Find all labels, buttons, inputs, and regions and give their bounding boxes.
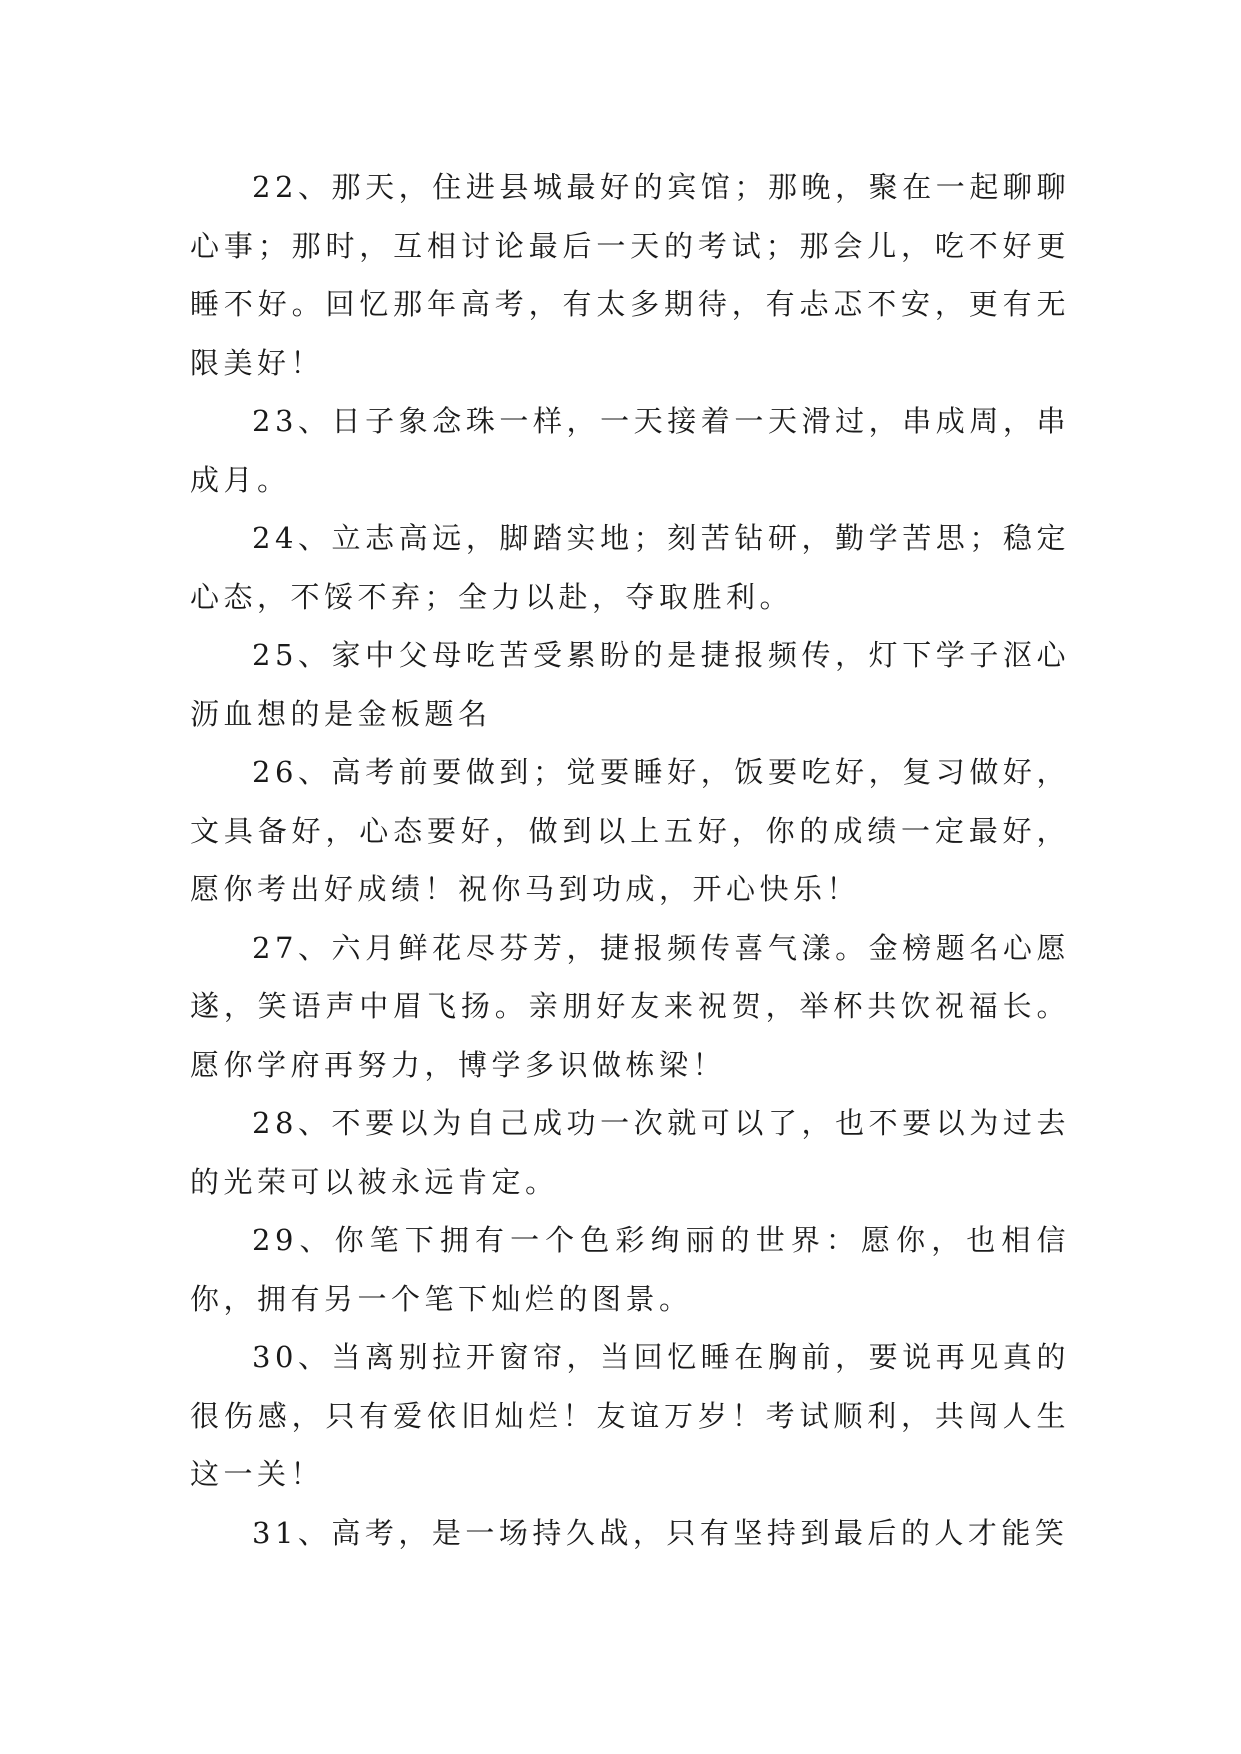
paragraph-27: 27、六月鲜花尽芬芳，捷报频传喜气漾。金榜题名心愿遂，笑语声中眉飞扬。亲朋好友来祝贺，举杯共饮祝福长。愿你学府再努力，博学多识做栋梁！ (190, 930, 1070, 1082)
paragraph-26: 26、高考前要做到；觉要睡好，饭要吃好，复习做好，文具备好，心态要好，做到以上五好，你的成绩一定最好，愿你考出好成绩！祝你马到功成，开心快乐！ (190, 755, 1070, 906)
paragraph-22: 22、那天，住进县城最好的宾馆；那晚，聚在一起聊聊心事；那时，互相讨论最后一天的考试；那会儿，吃不好更睡不好。回忆那年高考，有太多期待，有忐忑不安，更有无限美好！ (190, 170, 1070, 380)
paragraph-31: 31、高考，是一场持久战，只有坚持到最后的人才能笑 (252, 1515, 1069, 1550)
document-body (190, 158, 1070, 1562)
paragraph-23: 23、日子象念珠一样，一天接着一天滑过，串成周，串成月。 (190, 404, 1070, 497)
paragraph-24: 24、立志高远，脚踏实地；刻苦钻研，勤学苦思；稳定心态，不馁不弃；全力以赴，夺取胜利。 (190, 521, 1070, 614)
paragraph-29: 29、你笔下拥有一个色彩绚丽的世界：愿你，也相信你，拥有另一个笔下灿烂的图景。 (190, 1223, 1070, 1316)
paragraph-30: 30、当离别拉开窗帘，当回忆睡在胸前，要说再见真的很伤感，只有爱依旧灿烂！友谊万岁！考试顺利，共闯人生这一关！ (190, 1340, 1070, 1491)
paragraph-28: 28、不要以为自己成功一次就可以了，也不要以为过去的光荣可以被永远肯定。 (190, 1106, 1070, 1199)
paragraph-25: 25、家中父母吃苦受累盼的是捷报频传，灯下学子沤心沥血想的是金板题名 (190, 638, 1070, 731)
